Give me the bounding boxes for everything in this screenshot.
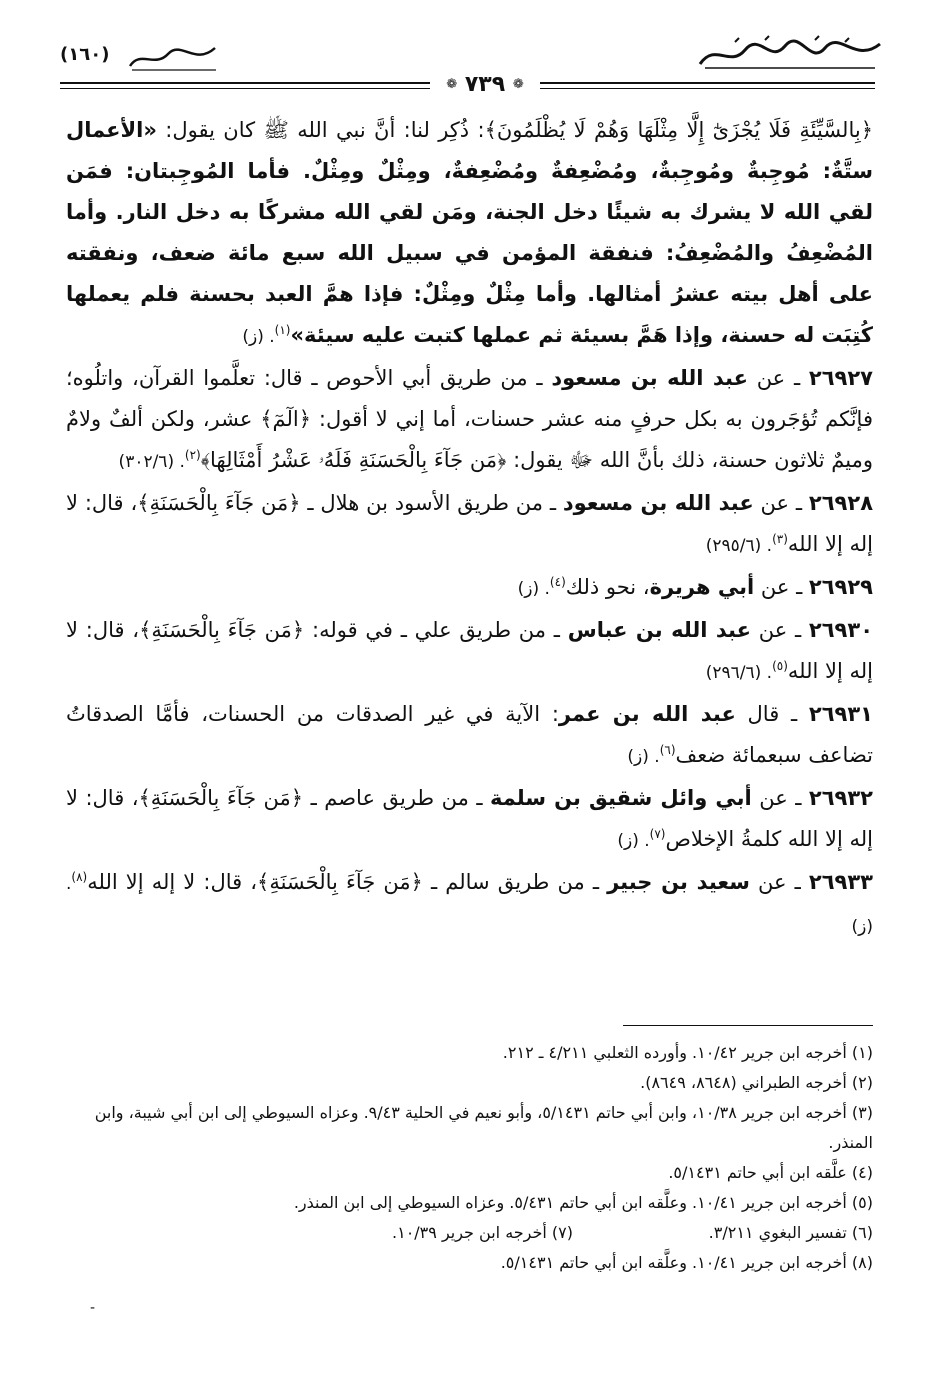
footnote-ref: (٤)	[549, 575, 566, 589]
quran-quote: ﴿مَن جَآءَ بِالْحَسَنَةِ﴾	[257, 870, 423, 894]
entry-26930	[66, 610, 873, 694]
entry-text: ، قال: لا إله إلا الله	[66, 618, 873, 683]
footnote-8: (٨) أخرجه ابن جرير ١٠/٤١. وعلَّقه ابن أبي حاتم ٥/١٤٣١.	[500, 1253, 873, 1272]
entry-number: ٢٦٩٢٧	[808, 366, 873, 390]
entry-prefix: ـ عن	[747, 366, 809, 390]
footnote-2: (٢) أخرجه الطبراني (٨٦٤٨، ٨٦٤٩).	[640, 1073, 873, 1092]
source-ref: . (ز)	[627, 747, 660, 767]
quran-quote: ﴿مَن جَآءَ بِالْحَسَنَةِ﴾	[138, 786, 304, 810]
entry-prefix: ـ قال	[735, 702, 809, 726]
entry-text: ، نحو ذلك	[565, 575, 650, 599]
entry-text: ـ من طريق أبي الأحوص ـ قال: تعلَّموا القرآن، واتلُوه؛ فإنَّكم تُؤجَرون به بكل حرفٍ منه عشر حسنات، أما إني لا أقول:	[66, 366, 873, 431]
ornament-icon: ❁	[512, 77, 524, 92]
book-title-logo	[695, 34, 885, 74]
entry-text: ـ من طريق عاصم ـ	[303, 786, 490, 810]
ornament-icon: ❁	[446, 77, 458, 92]
intro-text: : ذُكِر لنا: أنَّ نبي الله ﷺ كان يقول:	[165, 118, 485, 142]
narrator-name: عبد الله بن مسعود	[551, 366, 748, 390]
footnote-7: (٧) أخرجه ابن جرير ١٠/٣٩.	[392, 1223, 573, 1242]
surah-header	[60, 40, 220, 74]
footnotes	[66, 1038, 873, 1278]
narrator-name: أبي هريرة	[649, 575, 755, 599]
footnote-5: (٥) أخرجه ابن جرير ١٠/٤١. وعلَّقه ابن أبي حاتم ٥/٤٣١. وعزاه السيوطي إلى ابن المنذر.	[293, 1193, 873, 1212]
entry-number: ٢٦٩٢٨	[808, 491, 874, 515]
narrator-name: عبد الله بن مسعود	[562, 491, 754, 515]
page-mark: -	[90, 1300, 96, 1316]
footnote-4: (٤) علَّقه ابن أبي حاتم ٥/١٤٣١.	[668, 1163, 873, 1182]
narrator-name: عبد الله بن عمر	[558, 702, 736, 726]
entry-text: ـ من طريق الأسود بن هلال ـ	[300, 491, 563, 515]
entry-prefix: ـ عن	[754, 575, 809, 599]
source-ref: . (ز)	[66, 874, 873, 937]
source-ref: . (ز)	[242, 327, 275, 347]
source-ref: . (ز)	[617, 831, 650, 851]
footnote-ref: (٧)	[649, 827, 666, 841]
entry-prefix: ـ عن	[751, 786, 809, 810]
hadith-text: «الأعمال ستَّةٌ: مُوجِبةٌ ومُوجِبةٌ، ومُضْعِفةٌ ومُضْعِفةٌ، ومِثْلٌ ومِثْلٌ. فأما المُوجِبتان: فمَن لقي الله لا يشرك به شيئًا دخل الجنة، ومَن لقي الله مشركًا به دخل النار. وأما المُضْعِفُ والمُضْعِفُ: فنفقة المؤمن في سبيل الله سبع مائة ضعف، ونفقته على أهل بيته عشرُ أمثالها. وأما مِثْلٌ ومِثْلٌ: فإذا همَّ العبد بحسنة فلم يعملها كُتِبَت له حسنة، وإذا هَمَّ بسيئة ثم عملها كتبت عليه سيئة»	[66, 118, 873, 347]
quran-quote: ﴿مَن جَآءَ بِالْحَسَنَةِ﴾	[137, 491, 301, 515]
entry-26929	[66, 567, 873, 610]
quran-quote: ﴿بِالسَّيِّئَةِ فَلَا يُجْزَىٰٓ إِلَّا مِثْلَهَا وَهُمْ لَا يُظْلَمُونَ﴾	[484, 118, 873, 142]
entry-text: : الآية في غير الصدقات من الحسنات، فأمَّا الصدقاتُ تضاعف سبعمائة ضعف	[66, 702, 873, 767]
narrator-name: أبي وائل شقيق بن سلمة	[489, 786, 752, 810]
source-ref: . (٢٩٦/٦)	[705, 663, 773, 683]
page-number	[430, 72, 540, 98]
narrator-name: سعيد بن جبير	[607, 870, 750, 894]
footnote-3: (٣) أخرجه ابن جرير ١٠/٣٨، وابن أبي حاتم ٥/١٤٣١، وأبو نعيم في الحلية ٩/٤٣. وعزاه السيوطي إلى ابن أبي شيبة، وابن المنذر.	[94, 1103, 873, 1152]
entry-26927	[66, 358, 873, 483]
quran-quote: ﴿الٓمٓ﴾	[260, 407, 312, 431]
footnote-ref: (٨)	[71, 870, 88, 884]
quran-quote: ﴿مَن جَآءَ بِالْحَسَنَةِ فَلَهُۥ عَشْرُ أَمْثَالِهَا﴾	[200, 448, 507, 472]
entry-prefix: ـ عن	[749, 870, 809, 894]
footnote-ref: (٢)	[184, 448, 201, 462]
entry-text: عشر، ولكن ألفٌ ولامٌ وميمٌ ثلاثون حسنة، ذلك بأنَّ الله ﷻ يقول:	[66, 407, 873, 472]
footnote-row-6-7	[66, 1218, 873, 1248]
narrator-name: عبد الله بن عباس	[567, 618, 751, 642]
entry-26928	[66, 483, 873, 567]
entry-text: ـ من طريق علي ـ في قوله:	[304, 618, 568, 642]
entry-text: ـ من طريق سالم ـ	[422, 870, 608, 894]
entry-number: ٢٦٩٣١	[808, 702, 873, 726]
source-ref: . (٣٠٢/٦)	[118, 452, 185, 472]
footnote-1: (١) أخرجه ابن جرير ١٠/٤٢. وأورده الثعلبي ٤/٢١١ ـ ٢١٢.	[502, 1043, 873, 1062]
entry-26933	[66, 862, 873, 948]
entry-text: ، قال: لا إله إلا الله كلمةُ الإخلاص	[66, 786, 873, 851]
quran-quote: ﴿مَن جَآءَ بِالْحَسَنَةِ﴾	[139, 618, 305, 642]
footnote-ref: (٥)	[772, 659, 788, 673]
entry-number: ٢٦٩٣٠	[808, 618, 874, 642]
footnote-ref: (٦)	[659, 743, 676, 757]
footnote-6: (٦) تفسير البغوي ٣/٢١١.	[708, 1223, 873, 1242]
entry-number: ٢٦٩٣٢	[808, 786, 873, 810]
entry-text: ، قال: لا إله إلا الله	[87, 870, 258, 894]
source-ref: . (ز)	[517, 579, 550, 599]
entry-prefix: ـ عن	[753, 491, 809, 515]
entry-26931	[66, 694, 873, 778]
entry-text: ، قال: لا إله إلا الله	[66, 491, 873, 556]
footnote-separator	[623, 1025, 873, 1026]
intro-paragraph	[66, 110, 873, 358]
surah-verse-number: (١٦٠)	[60, 44, 110, 65]
book-title-calligraphy	[695, 34, 885, 74]
source-ref: . (٢٩٥/٦)	[705, 536, 773, 556]
footnote-ref: (٣)	[772, 532, 788, 546]
entry-prefix: ـ عن	[750, 618, 809, 642]
entry-number: ٢٦٩٢٩	[808, 575, 873, 599]
main-text	[66, 110, 873, 948]
footnote-ref: (١)	[274, 323, 291, 337]
entry-26932	[66, 778, 873, 862]
page-number-value: ٧٣٩	[464, 72, 506, 97]
entry-number: ٢٦٩٣٣	[808, 870, 873, 894]
